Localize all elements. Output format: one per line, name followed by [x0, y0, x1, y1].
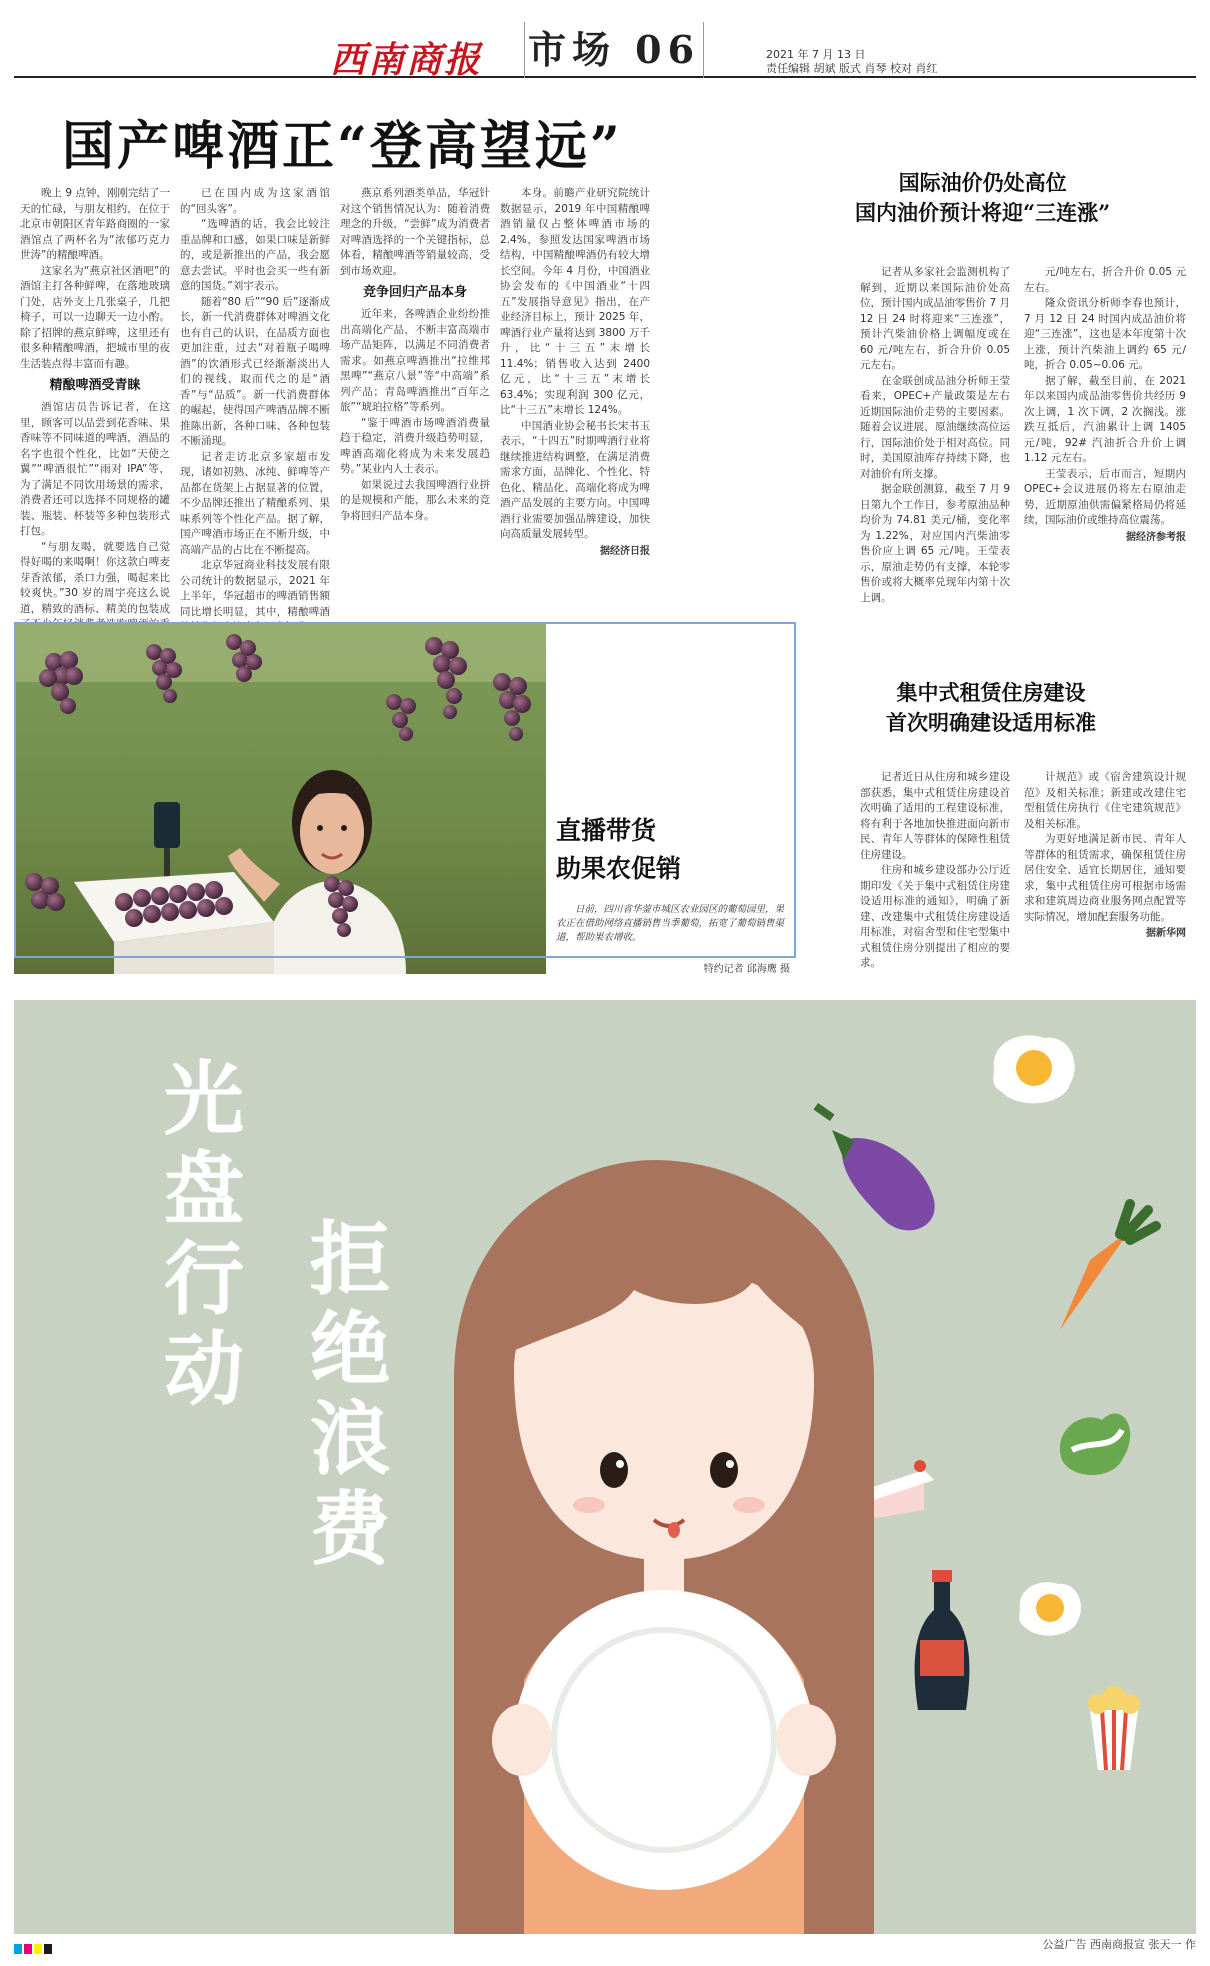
paragraph: 元/吨左右，折合升价 0.05 元左右。 [1024, 266, 1186, 294]
paragraph: 据了解，截至目前，在 2021 年以来国内成品油零售价共经历 9 次上调，1 次下调，2 次搁浅。涨跌互抵后，汽油累计上调 1405 元/吨，92# 汽油折合升价上调 1.12 元左右。 [1024, 374, 1186, 464]
phone-icon [154, 802, 180, 848]
paragraph: 随着“80 后”“90 后”逐渐成长，新一代消费群体对啤酒文化也有自己的认识，在品质方面也更加注重，过去“对着瓶子喝啤酒”的饮酒形式已经渐渐淡出人们的视线，取而代之的是“酒香”与“品质”。新一代消费群体的崛起，使得国产啤酒品牌不断推陈出新，各种口味、各种包装不断涌现。 [180, 295, 330, 447]
housing-column-1 [860, 770, 1010, 980]
girl-illustration [454, 1160, 874, 1934]
popcorn-icon [1088, 1686, 1140, 1770]
housing-column-2 [1024, 770, 1186, 980]
poster-credit: 公益广告 西南商报宣 张天一 作 [1042, 1938, 1196, 1951]
grape-photo [14, 622, 546, 974]
article-column-1 [20, 186, 170, 616]
eggplant-icon [814, 1103, 935, 1230]
article-credit: 据经济日报 [600, 545, 650, 557]
photo-title-line-1: 直播带货 [556, 816, 657, 845]
egg-icon [1019, 1582, 1081, 1635]
section-box [524, 22, 704, 78]
paragraph: 记者从多家社会监测机构了解到，近期以来国际油价处高位，预计国内成品油零售价 7 月 12 日 24 时将迎来“三连涨”，预计汽柴油价格上调幅度或在 60 元/吨左右，折合升价 0.05 元左右。 [860, 266, 1010, 371]
article-column-2 [180, 186, 330, 616]
paragraph: 住房和城乡建设部办公厅近期印发《关于集中式租赁住房建设适用标准的通知》，明确了新建、改建集中式租赁住房建设适用标准，对宿舍型和住宅型集中式租赁住房分别提出了相应的要求。 [860, 864, 1010, 969]
issue-date: 2021 年 7 月 13 日 [766, 48, 866, 61]
housing-credit: 据新华网 [1146, 928, 1186, 939]
photo-credit: 特约记者 邱海鹰 摄 [703, 964, 790, 975]
paragraph: “与朋友喝，就要选自己觉得好喝的来喝啊！你这款白啤麦芽香浓郁，杀口力强，喝起来比较爽快。”30 岁的周宇亮这么说道，精致的酒标、精美的包装成 [20, 540, 170, 615]
paragraph: 记者近日从住房和城乡建设部获悉，集中式租赁住房建设首次明确了适用的工程建设标准，将有利于各地加快推进面向新市民、青年人等群体的保障性租赁住房建设。 [860, 771, 1010, 861]
oil-credit: 据经济参考报 [1126, 531, 1186, 543]
cake-icon [864, 1460, 934, 1520]
housing-headline-line-1: 集中式租赁住房建设 [896, 680, 1086, 705]
paragraph: 计规范》或《宿舍建筑设计规范》及相关标准；新建或改建住宅型租赁住房执行《住宅建筑规范》及相关标准。 [1024, 771, 1186, 830]
slogan-char: 行 [164, 1233, 244, 1326]
paragraph: “鉴于啤酒市场啤酒消费量趋于稳定，消费升级趋势明显，啤酒高端化将成为未来发展趋势。”某业内人士表示。 [340, 416, 490, 475]
housing-headline-line-2: 首次明确建设适用标准 [886, 710, 1096, 735]
paragraph: 这家名为“燕京社区酒吧”的酒馆主打各种鲜啤，在落地玻璃门处，店外支上几张桌子，几把椅子，可以一边聊天一边小酌。除了招牌的燕京鲜啤，这里还有很多种精酿啤酒，把城市里的夜生活装点得丰富而有趣。 [20, 264, 170, 370]
oil-column-1 [860, 265, 1010, 645]
poster-illustration [14, 1000, 1196, 1934]
paragraph: 近年来，各啤酒企业纷纷推出高端化产品，不断丰富高端市场产品矩阵，以满足不同消费者需求。如燕京啤酒推出“拉维邦黑啤”“燕京八景”等“中高端”系列产品；青岛啤酒推出“百年之旅”“琥珀拉格”等系列。 [340, 308, 490, 413]
subhead: 精酿啤酒受青睐 [49, 378, 141, 393]
section-name: 市场 06 [527, 27, 701, 72]
carrot-icon [1060, 1204, 1156, 1330]
oil-headline [855, 168, 1110, 228]
slogan-char: 光 [164, 1053, 244, 1146]
main-headline: 国产啤酒正“登高望远” [62, 116, 623, 177]
paragraph: 据金联创测算，截至 7 月 9 日第九个工作日，参考原油品种均价为 74.81 美元/桶，变化率为 1.22%，对应国内汽柴油零售价应上调 65 元/吨。王莹表示，原油走势仍有支撑，本轮零售价或将大概率兑现年内第十次上调。 [860, 483, 1010, 604]
housing-headline [886, 678, 1096, 738]
bottle-icon [915, 1570, 970, 1710]
paragraph: 如果说过去我国啤酒行业拼的是规模和产能，那么未来的竞争将回归产品本身。 [340, 478, 490, 522]
paragraph: 酒馆店员告诉记者，在这里，顾客可以品尝到花香味、果香味等不同味道的啤酒，酒品的名字也很个性化，比如“天使之翼”“啤酒很忙”“雨对 IPA”等，为了满足不同饮用场景的需求，消费者还可以选择不同规格的罐装、瓶装、杯装等多种包装形式打包。 [20, 401, 170, 537]
slogan-char: 动 [164, 1323, 244, 1416]
paragraph: 王莹表示，后市而言，短期内 OPEC+会议进展仍将左右原油走势，近期原油供需偏紧格局仍将延续，国际油价或维持高位震荡。 [1024, 467, 1186, 526]
oil-headline-line-2: 国内油价预计将迎“三连涨” [855, 200, 1111, 225]
egg-icon [993, 1035, 1074, 1103]
photo-title-line-2: 助果农促销 [556, 854, 682, 883]
oil-headline-line-1: 国际油价仍处高位 [898, 170, 1067, 195]
paragraph: 已在国内成为这家酒馆的“回头客”。 [180, 187, 330, 215]
vegetable-icon [1060, 1414, 1130, 1475]
article-column-4 [500, 186, 650, 616]
plate-icon [514, 1590, 814, 1890]
paragraph: 北京华冠商业科技发展有限公司统计的数据显示，2021 年上半年，华冠超市的啤酒销售额同比增长明显，其中，精酿啤酒 [180, 559, 330, 618]
slogan-char: 费 [310, 1483, 390, 1576]
paragraph: 本身。前瞻产业研究院统计数据显示，2019 年中国精酿啤酒销量仅占整体啤酒市场的 2.4%，参照发达国家啤酒市场结构，中国精酿啤酒仍有较大增长空间。今年 4 月份，中国酒业协会发布的《中国酒业“十四五”发展指导意见》指出，在产业经济目标上，预计 2025 年，啤酒行业产量将达到 3800 万千升，比“十三五”末增长 11.4%；销售收入达到 2400 亿元，比“十三五”末增长 63.4%；实现利润 300 亿元，比“十三五”末增长 124%。 [500, 187, 650, 416]
subhead: 竞争回归产品本身 [362, 285, 467, 300]
grape-photo-illustration [14, 622, 546, 974]
paragraph: 隆众资讯分析师李春也预计，7 月 12 日 24 时国内成品油价将迎“三连涨”，这也是本年度第十次上涨，预计汽柴油上调约 65 元/吨，折合 0.05~0.06 元。 [1024, 297, 1186, 371]
paragraph: 为更好地满足新市民、青年人等群体的租赁需求，确保租赁住房居住安全、适宜长期居住，通知要求，集中式租赁住房可根据市场需求和建筑周边商业服务网点配置等实际情况，增加配套服务功能。 [1024, 833, 1186, 923]
paragraph: “选啤酒的话，我会比较注重品牌和口感，如果口味是新鲜的，或是新推出的产品，我会愿意去尝试。平时也会买一些有新意的国货。”刘宇表示。 [180, 218, 330, 292]
paragraph: 中国酒业协会秘书长宋书玉表示，“十四五”时期啤酒行业将继续推进结构调整，在满足消费需求方面，品牌化、个性化、特色化、精品化、高端化将成为啤酒产品发展的主要方向。中国啤酒行业需要加强品牌建设，加快向高质量发展转型。 [500, 419, 650, 540]
editor-credits: 责任编辑 胡斌 版式 肖琴 校对 肖红 [766, 62, 938, 75]
newspaper-logo: 西南商报 [330, 39, 483, 81]
slogan-char: 浪 [310, 1393, 390, 1486]
public-service-poster [14, 1000, 1196, 1934]
oil-column-2 [1024, 265, 1186, 645]
paragraph: 燕京系列酒类单品，华冠针对这个销售情况认为：随着消费理念的升级，“尝鲜”成为消费者对啤酒选择的一个关键指标，总体看，精酿啤酒等销量较高，受到市场欢迎。 [340, 187, 490, 277]
slogan-char: 盘 [164, 1143, 244, 1236]
masthead [14, 14, 1196, 81]
slogan-char: 绝 [310, 1303, 390, 1396]
photo-caption: 日前，四川省华蓥市城区农业园区的葡萄园里，果农正在借助网络直播销售当季葡萄，拓宽了葡萄销售渠道，帮助果农增收。 [556, 904, 785, 943]
color-bar [14, 1944, 54, 1954]
paragraph: 在金联创成品油分析师王莹看来，OPEC+产量政策是左右近期国际油价走势的主要因素。随着会议进展，原油继续高位运行，国际油价处于相对高位。同时，美国原油库存持续下降，也对油价有所支撑。 [860, 374, 1010, 480]
paragraph: 晚上 9 点钟，刚刚完结了一天的忙碌，与朋友相约，在位于北京市朝阳区青年路商圈的一家酒馆点了两杯名为“浓郁巧克力世涛”的精酿啤酒。 [20, 187, 170, 261]
article-column-3 [340, 186, 490, 616]
issue-meta [766, 48, 937, 76]
slogan-char: 拒 [310, 1213, 390, 1306]
photo-title [556, 812, 681, 888]
paragraph: 记者走访北京多家超市发现，诸如初熟、冰纯、鲜啤等产品都在货架上占据显著的位置，不少品牌还推出了精酿系列、果味系列等个性化产品。据了解，国产啤酒市场正在不断升级，中高端产品的占比在不断提高。 [180, 450, 330, 556]
